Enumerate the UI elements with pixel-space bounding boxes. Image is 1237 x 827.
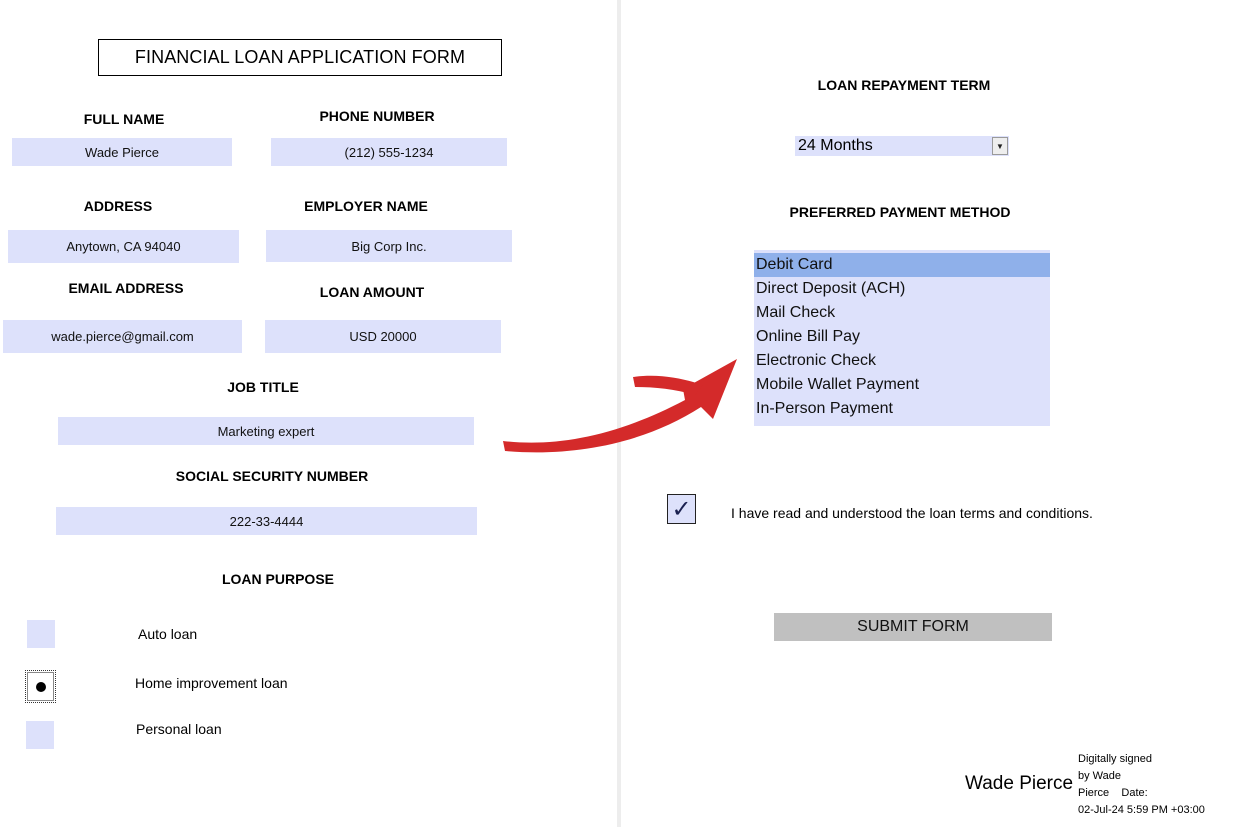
payment-option-electronic-check[interactable]: Electronic Check	[756, 352, 877, 369]
signature-name: Wade Pierce	[965, 773, 1074, 794]
payment-option-debit-card[interactable]: Debit Card	[754, 253, 1050, 277]
personal-loan-radio[interactable]	[26, 721, 54, 749]
payment-option-online-bill-pay[interactable]: Online Bill Pay	[756, 328, 861, 345]
address-label: ADDRESS	[83, 198, 153, 214]
check-icon: ✓	[671, 495, 692, 523]
loan-purpose-label: LOAN PURPOSE	[221, 571, 334, 587]
payment-method-listbox[interactable]	[754, 250, 1050, 426]
submit-button[interactable]: SUBMIT FORM	[774, 613, 1052, 641]
ssn-label: SOCIAL SECURITY NUMBER	[175, 468, 369, 484]
employer-name-field[interactable]: Big Corp Inc.	[266, 230, 512, 262]
personal-loan-label: Personal loan	[136, 721, 222, 737]
payment-option-direct-deposit[interactable]: Direct Deposit (ACH)	[756, 280, 906, 297]
signature-info	[1078, 751, 1205, 819]
phone-number-field[interactable]: (212) 555-1234	[271, 138, 507, 166]
home-improvement-radio[interactable]	[25, 670, 56, 703]
full-name-label: FULL NAME	[83, 111, 165, 127]
home-improvement-label: Home improvement loan	[135, 675, 288, 691]
repayment-term-select[interactable]	[795, 136, 1009, 156]
curved-arrow-icon	[495, 345, 755, 470]
payment-method-label: PREFERRED PAYMENT METHOD	[789, 204, 1011, 220]
payment-option-mail-check[interactable]: Mail Check	[756, 304, 836, 321]
signature-info-line: by Wade	[1078, 770, 1122, 782]
auto-loan-label: Auto loan	[138, 626, 198, 642]
radio-dot-icon	[36, 682, 46, 692]
signature-info-line: Pierce Date:	[1078, 787, 1148, 799]
ssn-field[interactable]: 222-33-4444	[56, 507, 477, 535]
email-address-label: EMAIL ADDRESS	[68, 280, 184, 296]
employer-name-label: EMPLOYER NAME	[304, 198, 428, 214]
signature-info-line: Digitally signed	[1078, 753, 1152, 765]
full-name-field[interactable]: Wade Pierce	[12, 138, 232, 166]
auto-loan-radio[interactable]	[27, 620, 55, 648]
phone-number-label: PHONE NUMBER	[319, 108, 435, 124]
payment-option-in-person[interactable]: In-Person Payment	[756, 400, 893, 417]
address-field[interactable]: Anytown, CA 94040	[8, 230, 239, 263]
job-title-label: JOB TITLE	[227, 379, 299, 395]
agreement-checkbox[interactable]	[667, 494, 696, 524]
repayment-term-value: 24 Months	[798, 137, 873, 154]
repayment-term-label: LOAN REPAYMENT TERM	[817, 77, 991, 93]
signature-info-line: 02-Jul-24 5:59 PM +03:00	[1078, 804, 1205, 816]
payment-option-mobile-wallet[interactable]: Mobile Wallet Payment	[756, 376, 920, 393]
job-title-field[interactable]: Marketing expert	[58, 417, 474, 445]
chevron-down-icon[interactable]: ▼	[992, 137, 1008, 155]
loan-amount-label: LOAN AMOUNT	[319, 284, 425, 300]
agreement-text: I have read and understood the loan terms and conditions.	[731, 505, 1093, 521]
email-address-field[interactable]: wade.pierce@gmail.com	[3, 320, 242, 353]
form-title: FINANCIAL LOAN APPLICATION FORM	[98, 39, 502, 76]
loan-amount-field[interactable]: USD 20000	[265, 320, 501, 353]
